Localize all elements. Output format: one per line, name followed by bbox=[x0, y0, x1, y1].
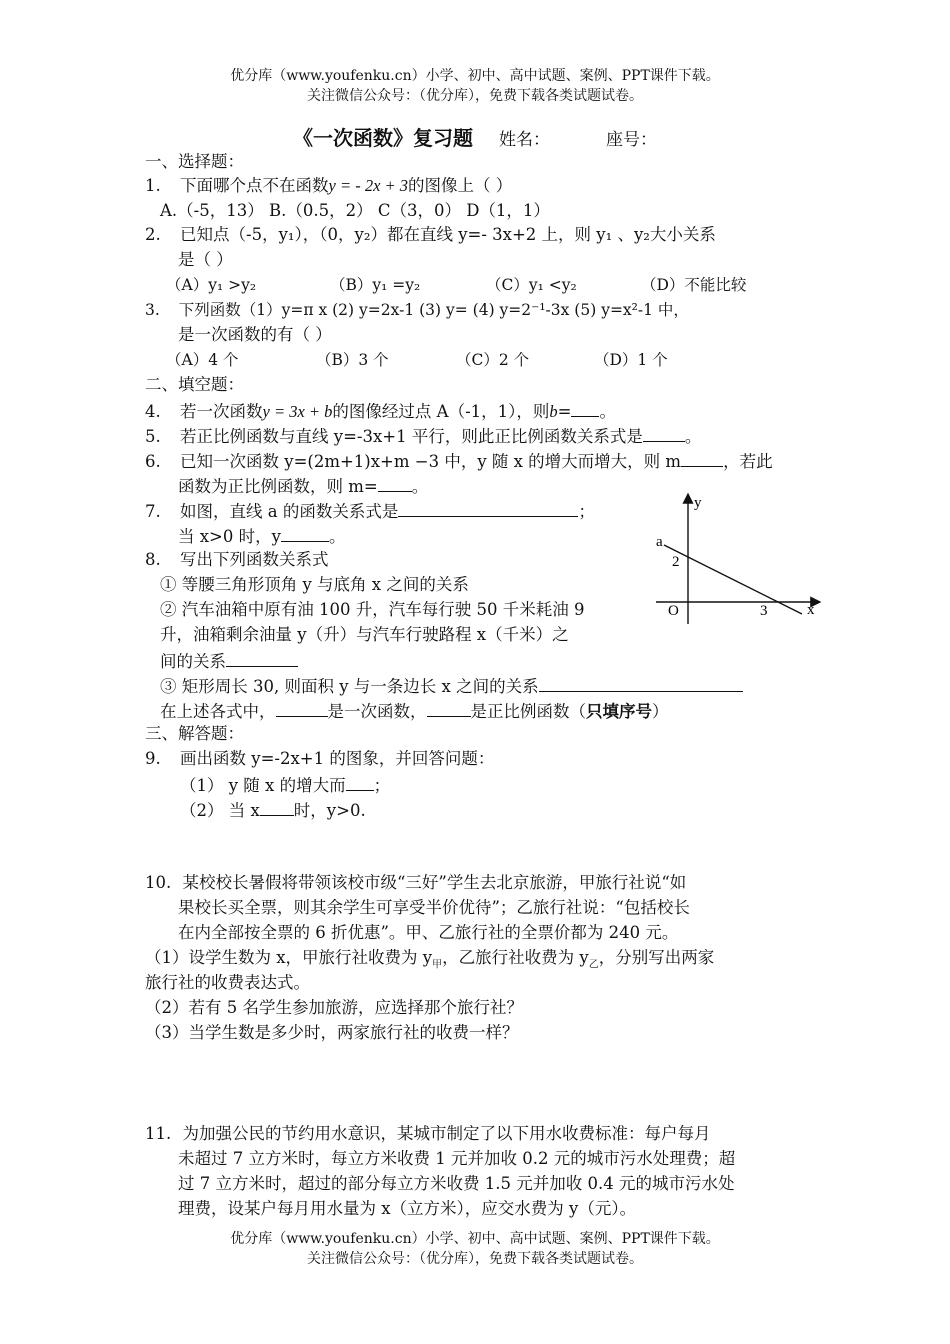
q10-line-2: 果校长买全票，则其余学生可享受半价优待”；乙旅行社说：“包括校长 bbox=[178, 898, 690, 917]
q9-answer-blank-2[interactable] bbox=[260, 797, 294, 816]
question-8 bbox=[145, 548, 329, 572]
q11-number: 11. bbox=[145, 1124, 172, 1143]
q2-option-a: （A）y₁ >y₂ bbox=[166, 276, 257, 294]
q2-options bbox=[166, 273, 747, 297]
q6-continuation bbox=[178, 473, 428, 499]
q3-text: 下列函数（1）y=π x (2) y=2x-1 (3) y= (4) y=2⁻¹-3x (5) y=x²-1 中， bbox=[178, 301, 689, 319]
q8-item-3-line bbox=[160, 673, 743, 699]
q10-part-1-cont: 旅行社的收费表达式。 bbox=[145, 973, 310, 992]
q3-option-c: （C）2 个 bbox=[456, 351, 530, 369]
q7-end: ； bbox=[578, 502, 595, 521]
q11-line-4: 理费，设某户每月用水量为 x（立方米），应交水费为 y（元）。 bbox=[178, 1199, 637, 1218]
q8-summary-b: 是一次函数， bbox=[327, 702, 427, 721]
q7-number: 7. bbox=[145, 502, 161, 521]
q4-formula: y = 3x + b bbox=[262, 402, 333, 421]
page-footer bbox=[0, 1229, 950, 1269]
q10-part-2: （2）若有 5 名学生参加旅游，应选择那个旅行社？ bbox=[145, 998, 523, 1017]
q8-text: 写出下列函数关系式 bbox=[180, 550, 329, 569]
q7-cont-end: 。 bbox=[328, 527, 346, 546]
q6-post: ，若此 bbox=[723, 452, 773, 471]
q3-continuation: 是一次函数的有（ ） bbox=[178, 325, 332, 344]
footer-line-2: 关注微信公众号：（优分库），免费下载各类试题试卷。 bbox=[307, 1251, 643, 1267]
q8-proportional-blank[interactable] bbox=[427, 698, 471, 717]
question-5 bbox=[145, 423, 701, 449]
q1-post: 的图像上（ ） bbox=[408, 176, 513, 195]
question-4 bbox=[145, 398, 616, 424]
q8-item-1: ① 等腰三角形顶角 y 与底角 x 之间的关系 bbox=[160, 575, 469, 594]
q1-number: 1. bbox=[145, 176, 161, 195]
q9-sub2-text: （2） 当 x bbox=[180, 801, 260, 820]
line-a-label: a bbox=[656, 534, 663, 550]
q8-linear-blank[interactable] bbox=[276, 698, 328, 717]
q8-summary-bold: 只填序号 bbox=[586, 702, 652, 721]
q3-option-b: （B）3 个 bbox=[316, 351, 389, 369]
q10-p1-sub-jia: 甲 bbox=[432, 959, 443, 971]
q4-answer-blank[interactable] bbox=[571, 398, 599, 417]
x-axis-label: x bbox=[807, 602, 815, 618]
q5-number: 5. bbox=[145, 427, 161, 446]
q9-sub1-text: （1） y 随 x 的增大而 bbox=[180, 776, 346, 795]
q7-continuation bbox=[178, 523, 345, 549]
q10-line-1: 某校校长暑假将带领该校市级“三好”学生去北京旅游，甲旅行社说“如 bbox=[182, 873, 687, 892]
q8-summary-d: ） bbox=[652, 702, 669, 721]
q3-number: 3. bbox=[145, 301, 160, 319]
q8-item-2c-line bbox=[160, 648, 298, 674]
line-a bbox=[664, 545, 802, 614]
q8-answer-blank-3[interactable] bbox=[539, 673, 743, 692]
q4-post: = bbox=[557, 402, 572, 421]
page-header bbox=[0, 66, 950, 106]
q10-line-3: 在内全部按全票的 6 折优惠”。甲、乙旅行社的全票价都为 240 元。 bbox=[178, 923, 679, 942]
q6-answer-blank-1[interactable] bbox=[681, 448, 723, 467]
q8-item-3: ③ 矩形周长 30, 则面积 y 与一条边长 x 之间的关系 bbox=[160, 677, 539, 696]
q6-number: 6. bbox=[145, 452, 161, 471]
q9-text: 画出函数 y=-2x+1 的图象，并回答问题： bbox=[180, 749, 495, 768]
q2-text: 已知点（-5，y₁），（0，y₂）都在直线 y=- 3x+2 上，则 y₁ 、y₂大小关系 bbox=[180, 225, 716, 244]
q11-line-2: 未超过 7 立方米时，每立方米收费 1 元并加收 0.2 元的城市污水处理费；超 bbox=[178, 1149, 736, 1168]
q10-p1-c: ，分别写出两家 bbox=[598, 948, 715, 967]
q2-option-b: （B）y₁ =y₂ bbox=[330, 276, 421, 294]
q8-summary bbox=[160, 698, 669, 724]
q1-pre: 下面哪个点不在函数 bbox=[180, 176, 329, 195]
q8-summary-a: 在上述各式中， bbox=[160, 702, 276, 721]
q7-answer-blank-1[interactable] bbox=[398, 498, 578, 517]
q1-formula: y = - 2x + 3 bbox=[328, 176, 409, 195]
question-7 bbox=[145, 498, 595, 524]
q5-text: 若正比例函数与直线 y=-3x+1 平行，则此正比例函数关系式是 bbox=[180, 427, 643, 446]
question-6 bbox=[145, 448, 773, 474]
question-9 bbox=[145, 747, 494, 771]
q11-line-1: 为加强公民的节约用水意识，某城市制定了以下用水收费标准：每户每月 bbox=[182, 1124, 711, 1143]
q2-option-c: （C）y₁ <y₂ bbox=[486, 276, 577, 294]
q6-end: 。 bbox=[411, 477, 429, 496]
y-axis-label: y bbox=[694, 495, 702, 511]
q4-pre: 若一次函数 bbox=[180, 402, 263, 421]
q3-options bbox=[166, 348, 668, 372]
q9-number: 9. bbox=[145, 749, 161, 768]
question-1 bbox=[145, 174, 512, 198]
q8-number: 8. bbox=[145, 550, 161, 569]
q5-answer-blank[interactable] bbox=[643, 423, 685, 442]
section-3-heading: 三、解答题： bbox=[145, 724, 244, 743]
q10-p1-b: ，乙旅行社收费为 y bbox=[442, 948, 589, 967]
q1-options: A.（-5，13） B.（0.5，2） C（3，0） D（1，1） bbox=[160, 201, 550, 220]
y-intercept-label: 2 bbox=[672, 554, 680, 570]
question-3 bbox=[145, 298, 689, 322]
question-2 bbox=[145, 223, 716, 247]
q2-continuation: 是（ ） bbox=[178, 250, 233, 269]
q2-option-d: （D）不能比较 bbox=[641, 276, 747, 294]
q8-summary-c: 是正比例函数（ bbox=[470, 702, 586, 721]
q7-cont-text: 当 x>0 时，y bbox=[178, 527, 281, 546]
q2-number: 2. bbox=[145, 225, 161, 244]
q4-mid: 的图像经过点 A（-1，1），则 bbox=[332, 402, 550, 421]
q6-text: 已知一次函数 y=(2m+1)x+m −3 中，y 随 x 的增大而增大，则 m bbox=[180, 452, 682, 471]
q4-var: b bbox=[549, 402, 558, 421]
q9-sub1-end: ； bbox=[373, 776, 391, 795]
q8-answer-blank-2[interactable] bbox=[226, 648, 298, 667]
title-main: 《一次函数》复习题 bbox=[292, 126, 473, 150]
q10-p1-sub-yi: 乙 bbox=[588, 959, 599, 971]
question-11 bbox=[145, 1122, 711, 1146]
header-line-1: 优分库（www.youfenku.cn）小学、初中、高中试题、案例、PPT课件下载。 bbox=[230, 68, 720, 84]
q6-answer-blank-2[interactable] bbox=[378, 473, 412, 492]
q9-sub2-end: 时，y>0. bbox=[293, 801, 366, 820]
page-title bbox=[0, 124, 950, 154]
q9-sub-2 bbox=[180, 797, 366, 823]
q10-p1-a: （1）设学生数为 x，甲旅行社收费为 y bbox=[145, 948, 433, 967]
x-intercept-label: 3 bbox=[760, 603, 768, 619]
q8-item-2c: 间的关系 bbox=[160, 652, 226, 671]
q7-graph bbox=[650, 490, 830, 630]
q6-cont-text: 函数为正比例函数，则 m= bbox=[178, 477, 378, 496]
question-10 bbox=[145, 871, 686, 895]
section-1-heading: 一、选择题： bbox=[145, 152, 244, 171]
seat-label: 座号： bbox=[606, 130, 658, 150]
q10-part-3: （3）当学生数是多少时，两家旅行社的收费一样？ bbox=[145, 1023, 519, 1042]
q7-text: 如图，直线 a 的函数关系式是 bbox=[180, 502, 399, 521]
q9-sub-1 bbox=[180, 772, 390, 798]
q8-item-2a: ② 汽车油箱中原有油 100 升，汽车每行驶 50 千米耗油 9 bbox=[160, 600, 585, 619]
q4-number: 4. bbox=[145, 402, 161, 421]
origin-label: O bbox=[668, 603, 679, 619]
q11-line-3: 过 7 立方米时，超过的部分每立方米收费 1.5 元并加收 0.4 元的城市污水处 bbox=[178, 1174, 735, 1193]
q9-answer-blank-1[interactable] bbox=[346, 772, 374, 791]
name-label: 姓名： bbox=[499, 130, 550, 150]
q4-end: 。 bbox=[599, 402, 616, 421]
section-2-heading: 二、填空题： bbox=[145, 375, 244, 394]
q8-item-2b: 升，油箱剩余油量 y（升）与汽车行驶路程 x（千米）之 bbox=[160, 625, 569, 644]
q5-end: 。 bbox=[684, 427, 702, 446]
footer-line-1: 优分库（www.youfenku.cn）小学、初中、高中试题、案例、PPT课件下载。 bbox=[230, 1231, 720, 1247]
header-line-2: 关注微信公众号：（优分库），免费下载各类试题试卷。 bbox=[307, 88, 643, 104]
q7-answer-blank-2[interactable] bbox=[281, 523, 329, 542]
q3-option-a: （A）4 个 bbox=[166, 351, 239, 369]
q3-option-d: （D）1 个 bbox=[594, 351, 668, 369]
q10-number: 10. bbox=[145, 873, 172, 892]
